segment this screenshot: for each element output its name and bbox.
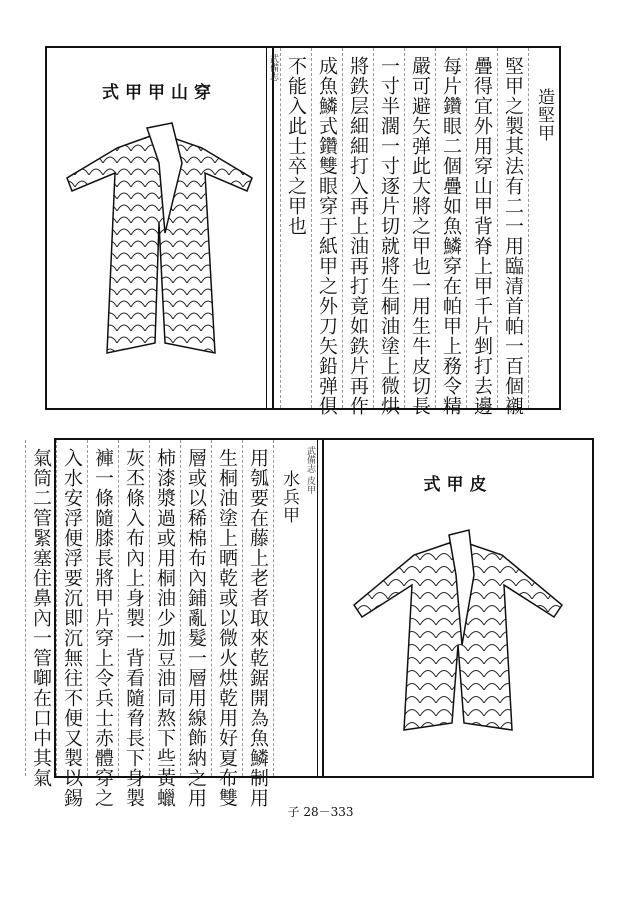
- margin-label: 武備志: [266, 48, 280, 408]
- text-column: 嚴可避矢弹此大將之甲也一用生牛皮切長: [404, 48, 435, 408]
- text-column: 堅甲之製其法有二一用臨清首帕一百個襯: [497, 48, 528, 408]
- text-column: 氣筒二管緊塞住鼻內一管啣在口中其氣: [25, 440, 56, 776]
- figure-chuanshan-armor: [47, 48, 274, 408]
- top-panel: [45, 46, 561, 416]
- bottom-text-block: [30, 440, 318, 808]
- top-text-block: [268, 48, 559, 416]
- text-column: 入水安浮便浮要沉即沉無往不便又製以錫: [56, 440, 87, 776]
- figure-title: 皮甲式: [423, 475, 493, 495]
- text-column: 一寸半濶一寸逐片切就將生桐油塗上微烘: [373, 48, 404, 408]
- text-column: 每片鑽眼二個疊如魚鱗穿在帕甲上務令精: [435, 48, 466, 408]
- text-column: 不能入此士卒之甲也: [280, 48, 311, 408]
- text-column: 褲一條隨膝長將甲片穿上令兵士赤體穿之: [87, 440, 118, 776]
- armor-coat-illustration: [324, 495, 592, 775]
- text-column: 層或以稀棉布內鋪亂髮一層用線飾納之用: [180, 440, 211, 776]
- text-column: 柿漆漿過或用桐油少加豆油同熬下些黃蠟: [149, 440, 180, 776]
- text-column: 灰丕條入布內上身製一背看隨脅長下身製: [118, 440, 149, 776]
- figure-leather-armor: [322, 440, 592, 776]
- text-column: 用瓠要在藤上老者取來乾鋸開為魚鱗制用: [242, 440, 273, 776]
- margin-label: 武備志 皮甲: [304, 440, 318, 776]
- text-column: 成魚鱗式鑽雙眼穿于紙甲之外刀矢鉛弹俱: [311, 48, 342, 408]
- text-column: 生桐油塗上晒乾或以微火烘乾用好夏布雙: [211, 440, 242, 776]
- text-column: 疊得宜外用穿山甲背脊上甲千片剉打去邊: [466, 48, 497, 408]
- armor-coat-illustration: [47, 103, 272, 403]
- section-heading: 造堅甲: [528, 48, 559, 408]
- text-column: 將鉄层細細打入再上油再打竟如鉄片再作: [342, 48, 373, 408]
- section-heading: 水兵甲: [273, 440, 304, 776]
- figure-title: 穿山甲甲式: [102, 83, 217, 103]
- page-number: 子 28－333: [287, 805, 354, 819]
- bottom-panel: [30, 438, 594, 808]
